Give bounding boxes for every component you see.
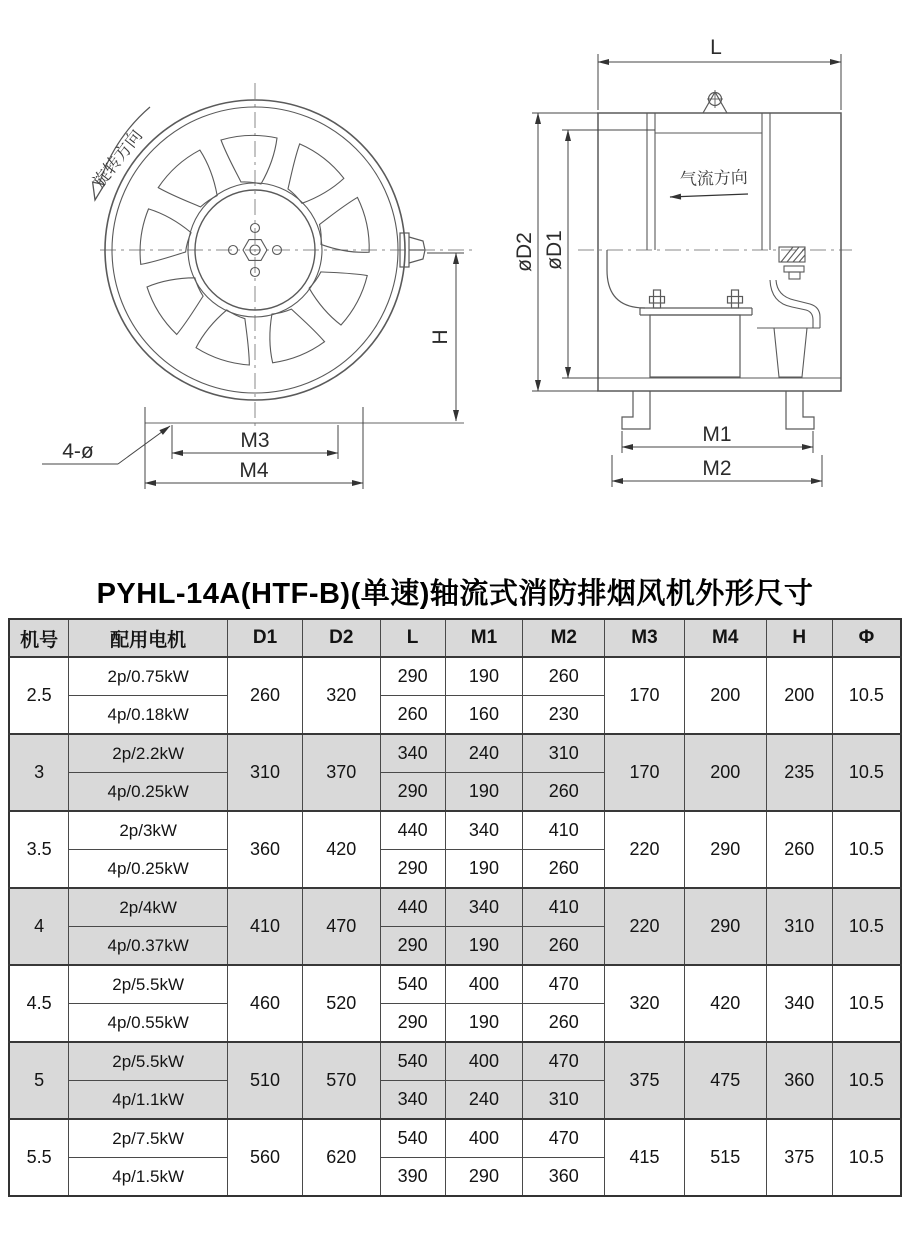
cell-h: 340 — [766, 965, 832, 1042]
cell-m2: 470 — [523, 1042, 605, 1081]
cell-m1: 240 — [445, 734, 523, 773]
motor-body — [650, 315, 740, 377]
cell-m3: 375 — [605, 1042, 684, 1119]
cell-phi: 10.5 — [832, 811, 901, 888]
l-dimension — [598, 54, 841, 110]
cell-size: 5 — [9, 1042, 69, 1119]
cell-d2: 620 — [302, 1119, 380, 1196]
page-title: PYHL-14A(HTF-B)(单速)轴流式消防排烟风机外形尺寸 — [96, 578, 814, 610]
cell-motor: 4p/1.1kW — [69, 1081, 228, 1120]
cell-m1: 290 — [445, 1158, 523, 1197]
cell-m1: 190 — [445, 657, 523, 696]
cell-l: 540 — [380, 1042, 445, 1081]
cell-m1: 190 — [445, 1004, 523, 1043]
cell-d2: 520 — [302, 965, 380, 1042]
cell-m2: 310 — [523, 734, 605, 773]
mounting-holes-leader — [42, 426, 170, 464]
cell-m4: 200 — [684, 734, 766, 811]
cell-l: 440 — [380, 888, 445, 927]
cell-m3: 320 — [605, 965, 684, 1042]
dim-label-m1: M1 — [702, 423, 732, 446]
cell-m1: 340 — [445, 888, 523, 927]
cell-l: 540 — [380, 965, 445, 1004]
cell-motor: 2p/7.5kW — [69, 1119, 228, 1158]
table-row — [9, 811, 901, 850]
cell-m1: 160 — [445, 696, 523, 735]
header-phi: Φ — [832, 619, 901, 657]
side-view-drawing — [513, 36, 852, 487]
header-motor: 配用电机 — [69, 619, 228, 657]
motor-assembly — [607, 250, 752, 377]
cell-m2: 230 — [523, 696, 605, 735]
cell-d1: 360 — [228, 811, 303, 888]
cell-m1: 400 — [445, 1042, 523, 1081]
header-d2: D2 — [302, 619, 380, 657]
cell-motor: 4p/0.25kW — [69, 773, 228, 812]
cell-m2: 410 — [523, 888, 605, 927]
cell-m2: 310 — [523, 1081, 605, 1120]
cell-m3: 170 — [605, 734, 684, 811]
cell-h: 310 — [766, 888, 832, 965]
dimension-spec-table — [8, 618, 902, 1197]
engineering-drawings — [0, 0, 910, 540]
cell-m4: 420 — [684, 965, 766, 1042]
cell-size: 2.5 — [9, 657, 69, 734]
cell-d2: 370 — [302, 734, 380, 811]
damper-foot — [774, 328, 807, 377]
lifting-lug — [703, 90, 727, 113]
cell-motor: 2p/2.2kW — [69, 734, 228, 773]
cell-size: 3.5 — [9, 811, 69, 888]
cell-size: 4 — [9, 888, 69, 965]
cell-l: 290 — [380, 773, 445, 812]
front-view-centerlines — [100, 83, 472, 428]
cell-m1: 190 — [445, 927, 523, 966]
front-view-drawing — [42, 83, 472, 489]
cell-d1: 260 — [228, 657, 303, 734]
cell-m2: 260 — [523, 927, 605, 966]
cell-l: 290 — [380, 1004, 445, 1043]
cell-size: 3 — [9, 734, 69, 811]
header-m2: M2 — [523, 619, 605, 657]
dim-label-l: L — [710, 36, 722, 59]
cell-motor: 4p/0.55kW — [69, 1004, 228, 1043]
d1-dimension — [562, 130, 655, 378]
dim-label-m3: M3 — [240, 429, 270, 452]
spec-table-body — [9, 657, 901, 1196]
cell-m2: 360 — [523, 1158, 605, 1197]
header-l: L — [380, 619, 445, 657]
table-row — [9, 657, 901, 696]
cell-motor: 4p/0.37kW — [69, 927, 228, 966]
cell-m2: 260 — [523, 773, 605, 812]
rotation-direction-label: 旋转方向 — [89, 125, 147, 192]
cell-m4: 290 — [684, 888, 766, 965]
cell-m2: 260 — [523, 850, 605, 889]
cell-m4: 515 — [684, 1119, 766, 1196]
cell-m3: 415 — [605, 1119, 684, 1196]
dim-label-h: H — [429, 329, 452, 345]
cell-m1: 400 — [445, 1119, 523, 1158]
cell-h: 260 — [766, 811, 832, 888]
cell-m2: 260 — [523, 657, 605, 696]
cell-motor: 2p/5.5kW — [69, 965, 228, 1004]
cell-m2: 410 — [523, 811, 605, 850]
airflow-arrow — [670, 194, 748, 197]
cell-motor: 4p/1.5kW — [69, 1158, 228, 1197]
header-d1: D1 — [228, 619, 303, 657]
cell-motor: 2p/0.75kW — [69, 657, 228, 696]
cell-motor: 2p/3kW — [69, 811, 228, 850]
cell-l: 260 — [380, 696, 445, 735]
cell-d1: 510 — [228, 1042, 303, 1119]
table-header-row — [9, 619, 901, 657]
header-h: H — [766, 619, 832, 657]
table-row — [9, 734, 901, 773]
cell-m1: 400 — [445, 965, 523, 1004]
cell-motor: 4p/0.25kW — [69, 850, 228, 889]
cell-size: 5.5 — [9, 1119, 69, 1196]
cell-phi: 10.5 — [832, 965, 901, 1042]
cell-m1: 190 — [445, 773, 523, 812]
cell-m3: 170 — [605, 657, 684, 734]
header-m1: M1 — [445, 619, 523, 657]
cell-l: 540 — [380, 1119, 445, 1158]
cell-motor: 4p/0.18kW — [69, 696, 228, 735]
support-bracket — [757, 247, 820, 377]
cell-m4: 290 — [684, 811, 766, 888]
holes-label: 4-ø — [62, 440, 94, 463]
cell-l: 340 — [380, 1081, 445, 1120]
cell-phi: 10.5 — [832, 888, 901, 965]
table-row — [9, 1042, 901, 1081]
cell-m4: 200 — [684, 657, 766, 734]
cell-l: 290 — [380, 657, 445, 696]
airflow-label: 气流方向 — [679, 167, 749, 190]
cell-size: 4.5 — [9, 965, 69, 1042]
cell-h: 375 — [766, 1119, 832, 1196]
cell-phi: 10.5 — [832, 734, 901, 811]
dim-label-m2: M2 — [702, 457, 732, 480]
cell-d1: 310 — [228, 734, 303, 811]
cell-phi: 10.5 — [832, 1119, 901, 1196]
cell-h: 360 — [766, 1042, 832, 1119]
table-row — [9, 888, 901, 927]
cell-m2: 260 — [523, 1004, 605, 1043]
cell-l: 390 — [380, 1158, 445, 1197]
cell-m4: 475 — [684, 1042, 766, 1119]
table-row — [9, 965, 901, 1004]
cell-m3: 220 — [605, 811, 684, 888]
cell-l: 290 — [380, 850, 445, 889]
cell-d1: 460 — [228, 965, 303, 1042]
dim-label-d2: øD2 — [513, 232, 536, 272]
cell-d2: 470 — [302, 888, 380, 965]
cell-d2: 570 — [302, 1042, 380, 1119]
cell-l: 340 — [380, 734, 445, 773]
dim-label-m4: M4 — [239, 459, 269, 482]
dim-label-d1: øD1 — [543, 230, 566, 270]
cell-m1: 240 — [445, 1081, 523, 1120]
header-size: 机号 — [9, 619, 69, 657]
table-row — [9, 1119, 901, 1158]
header-m4: M4 — [684, 619, 766, 657]
cell-h: 235 — [766, 734, 832, 811]
cell-m3: 220 — [605, 888, 684, 965]
cell-phi: 10.5 — [832, 657, 901, 734]
cell-motor: 2p/5.5kW — [69, 1042, 228, 1081]
header-m3: M3 — [605, 619, 684, 657]
cell-h: 200 — [766, 657, 832, 734]
cell-l: 440 — [380, 811, 445, 850]
cell-m2: 470 — [523, 965, 605, 1004]
cell-m2: 470 — [523, 1119, 605, 1158]
cell-d2: 320 — [302, 657, 380, 734]
cell-d1: 410 — [228, 888, 303, 965]
cell-d2: 420 — [302, 811, 380, 888]
cell-m1: 340 — [445, 811, 523, 850]
cell-l: 290 — [380, 927, 445, 966]
cell-motor: 2p/4kW — [69, 888, 228, 927]
cell-m1: 190 — [445, 850, 523, 889]
fan-blades — [136, 135, 371, 369]
cell-phi: 10.5 — [832, 1042, 901, 1119]
cell-d1: 560 — [228, 1119, 303, 1196]
